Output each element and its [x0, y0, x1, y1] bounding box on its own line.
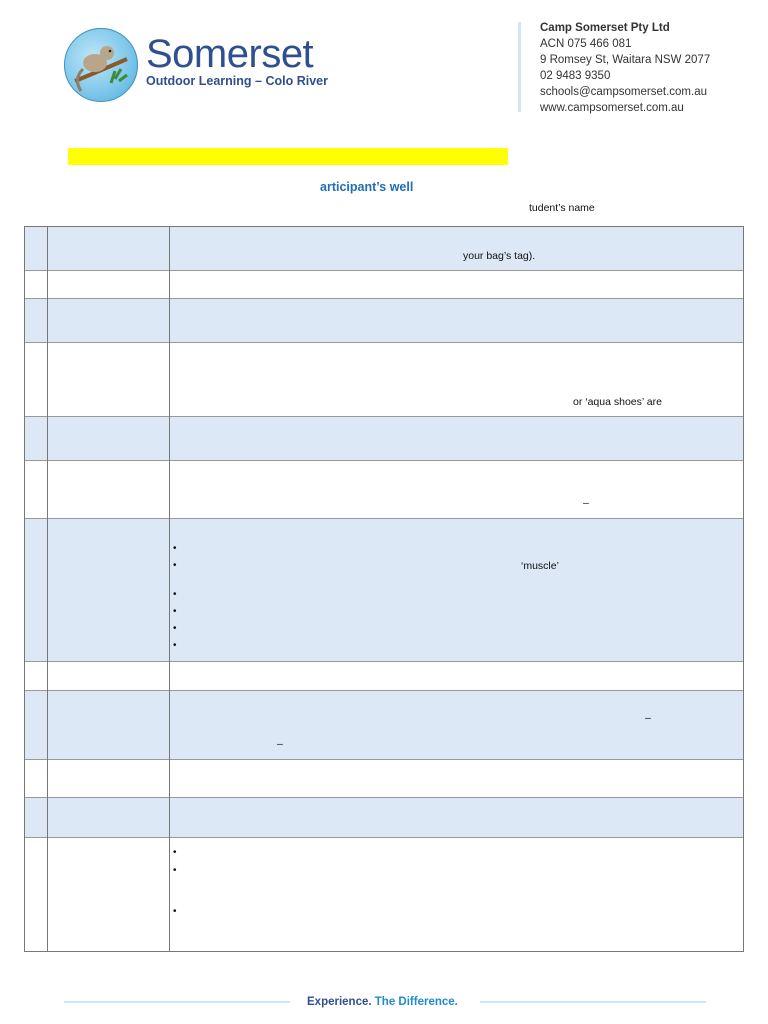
- column-divider: [169, 227, 170, 951]
- table-row: [25, 798, 743, 838]
- row-text: –: [645, 712, 651, 724]
- footer-tagline: [307, 996, 458, 1008]
- bullet: •: [173, 560, 177, 571]
- column-divider: [47, 227, 48, 951]
- footer-tagline-main: Experience.: [307, 996, 372, 1008]
- table-row: [25, 760, 743, 798]
- table-row: [25, 691, 743, 760]
- student-name-label: tudent’s name: [529, 202, 595, 214]
- bullet: •: [173, 865, 177, 876]
- table-row: [25, 227, 743, 271]
- checklist-table: [24, 226, 744, 952]
- bullet: •: [173, 847, 177, 858]
- bullet: •: [173, 623, 177, 634]
- contact-email[interactable]: schools@campsomerset.com.au: [540, 86, 707, 98]
- contact-website[interactable]: www.campsomerset.com.au: [540, 102, 684, 114]
- row-text: ‘muscle’: [521, 560, 559, 572]
- footer-rule-left: [64, 1001, 290, 1003]
- footer-tagline-accent: The Difference.: [374, 996, 458, 1008]
- row-text: –: [583, 497, 589, 509]
- bullet: •: [173, 589, 177, 600]
- table-row: [25, 838, 743, 951]
- bullet: •: [173, 606, 177, 617]
- table-row: [25, 519, 743, 662]
- header-divider: [518, 22, 521, 112]
- row-text: or ‘aqua shoes’ are: [573, 396, 662, 408]
- contact-company: Camp Somerset Pty Ltd: [540, 22, 670, 34]
- table-row: [25, 461, 743, 519]
- bullet: •: [173, 543, 177, 554]
- row-text: –: [277, 738, 283, 750]
- table-row: [25, 299, 743, 343]
- table-row: [25, 662, 743, 691]
- contact-phone: 02 9483 9350: [540, 70, 611, 82]
- form-title: articipant’s well: [320, 180, 414, 194]
- table-row: [25, 417, 743, 461]
- contact-acn: ACN 075 466 081: [540, 38, 632, 50]
- row-text: your bag’s tag).: [463, 250, 536, 262]
- table-row: [25, 343, 743, 417]
- footer-rule-right: [480, 1001, 706, 1003]
- bullet: •: [173, 906, 177, 917]
- contact-address: 9 Romsey St, Waitara NSW 2077: [540, 54, 711, 66]
- highlight-bar: [68, 148, 508, 165]
- table-row: [25, 271, 743, 299]
- bullet: •: [173, 640, 177, 651]
- brand-subtitle: Outdoor Learning – Colo River: [146, 74, 328, 88]
- brand-name: Somerset: [146, 32, 314, 76]
- possum-logo-icon: [64, 28, 138, 102]
